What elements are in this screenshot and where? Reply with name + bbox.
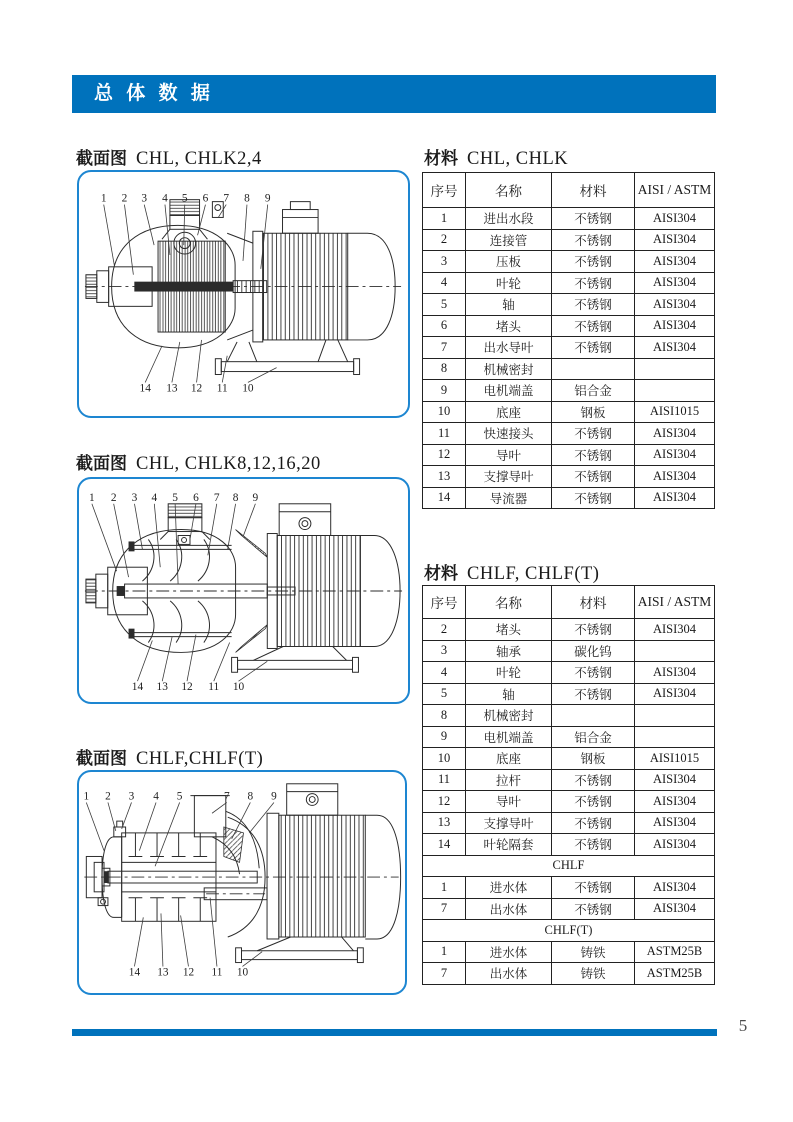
- page-number: 5: [738, 1016, 748, 1035]
- table-cell: 导流器: [466, 487, 552, 509]
- table-cell: 1: [423, 208, 466, 230]
- callout-number: 4: [153, 790, 159, 803]
- table-cell: [635, 640, 715, 662]
- table-cell: 3: [423, 251, 466, 273]
- table-cell: 叶轮: [466, 272, 552, 294]
- table-cell: 不锈钢: [552, 337, 635, 359]
- table-row: [423, 791, 715, 813]
- callout-number: 14: [139, 382, 151, 395]
- table-cell: 支撑导叶: [466, 466, 552, 488]
- table-cell: AISI304: [635, 769, 715, 791]
- table-cell: AISI304: [635, 487, 715, 509]
- callout-number: 3: [141, 192, 148, 205]
- callout-leader-line: [122, 802, 132, 829]
- callout-number: 5: [172, 491, 178, 504]
- section-title-diagram1: [76, 144, 262, 170]
- callout-number: 3: [131, 491, 138, 504]
- table-row: [423, 855, 715, 877]
- callout-leader-line: [239, 661, 268, 681]
- table-header-row: [423, 586, 715, 619]
- table-cell: 电机端盖: [466, 726, 552, 748]
- table-cell: AISI304: [635, 444, 715, 466]
- section-label: 截面图: [76, 749, 127, 768]
- table-cell: AISI304: [635, 898, 715, 920]
- table-row: [423, 769, 715, 791]
- section-model: CHLF,CHLF(T): [136, 749, 264, 769]
- table-cell: ASTM25B: [635, 941, 715, 963]
- table-header-row: [423, 173, 715, 208]
- table-cell: 7: [423, 963, 466, 985]
- table-cell: 拉杆: [466, 769, 552, 791]
- callout-number: 7: [213, 491, 220, 504]
- callout-number: 6: [202, 192, 209, 205]
- section-model: CHL, CHLK2,4: [136, 149, 262, 169]
- table-cell: AISI304: [635, 272, 715, 294]
- outlet-pipe: [194, 796, 225, 837]
- table-cell: 14: [423, 834, 466, 856]
- table-cell: 底座: [466, 401, 552, 423]
- callouts-bottom: [129, 898, 262, 979]
- table-cell: AISI304: [635, 683, 715, 705]
- callout-number: 10: [236, 966, 249, 979]
- pump-sectional-drawing: [79, 479, 408, 702]
- materials-table-chl-chlk: [422, 172, 715, 509]
- callout-leader-line: [212, 802, 227, 813]
- table-cell: 出水体: [466, 898, 552, 920]
- table-cell: [635, 705, 715, 727]
- table-cell: 10: [423, 401, 466, 423]
- table-cell: 5: [423, 683, 466, 705]
- table-cell: [552, 705, 635, 727]
- table-cell: 11: [423, 769, 466, 791]
- callout-leader-line: [218, 205, 226, 218]
- table-row: [423, 920, 715, 942]
- table-cell: AISI1015: [635, 401, 715, 423]
- diagram-box-chl-chlk8-20: [77, 477, 410, 704]
- table-cell: 不锈钢: [552, 619, 635, 641]
- callout-leader-line: [214, 643, 230, 682]
- callout-number: 13: [166, 382, 178, 395]
- motor-flange: [267, 813, 279, 939]
- inlet-thread: [86, 275, 97, 299]
- table-cell: AISI304: [635, 662, 715, 684]
- table-cell: AISI304: [635, 812, 715, 834]
- table-cell: 铝合金: [552, 726, 635, 748]
- table-cell: [635, 726, 715, 748]
- callout-leader-line: [86, 802, 104, 850]
- table-cell: 13: [423, 812, 466, 834]
- table-row: [423, 466, 715, 488]
- table-cell: 铝合金: [552, 380, 635, 402]
- bracket-cone: [236, 530, 268, 558]
- table-cell: 机械密封: [466, 705, 552, 727]
- section-title-table1: [424, 144, 568, 170]
- section-title-diagram3: [76, 744, 263, 770]
- callout-leader-line: [187, 635, 196, 682]
- callout-leader-line: [114, 504, 129, 577]
- table-row: [423, 423, 715, 445]
- table-cell: AISI304: [635, 423, 715, 445]
- table-cell: 快速接头: [466, 423, 552, 445]
- callout-number: 4: [151, 491, 158, 504]
- table-cell: 3: [423, 640, 466, 662]
- table-group-row: CHLF: [423, 855, 715, 877]
- section-label: 截面图: [76, 149, 127, 168]
- table-cell: 不锈钢: [552, 877, 635, 899]
- table-cell: 不锈钢: [552, 208, 635, 230]
- table-cell: 出水导叶: [466, 337, 552, 359]
- table-cell: 不锈钢: [552, 272, 635, 294]
- callout-number: 1: [100, 192, 107, 205]
- table-cell: 不锈钢: [552, 423, 635, 445]
- table-cell: AISI304: [635, 791, 715, 813]
- table-cell: 7: [423, 337, 466, 359]
- callout-number: 4: [162, 192, 168, 205]
- callout-leader-line: [249, 802, 274, 832]
- callout-leader-line: [104, 205, 115, 267]
- callout-number: 2: [110, 491, 117, 504]
- table-row: [423, 812, 715, 834]
- callout-number: 14: [128, 966, 141, 979]
- diagram-box-chl-chlk24: [77, 170, 410, 418]
- table-cell: AISI304: [635, 877, 715, 899]
- table-cell: 不锈钢: [552, 487, 635, 509]
- pump-sectional-drawing: [79, 172, 408, 416]
- table-row: [423, 898, 715, 920]
- callout-number: 12: [190, 382, 203, 395]
- table-cell: 不锈钢: [552, 229, 635, 251]
- callout-leader-line: [108, 802, 116, 830]
- callout-number: 11: [211, 966, 223, 979]
- column-header: AISI / ASTM: [635, 173, 715, 208]
- callout-number: 12: [181, 681, 193, 694]
- table-cell: 底座: [466, 748, 552, 770]
- outlet-nozzle: [168, 504, 202, 518]
- table-cell: 不锈钢: [552, 444, 635, 466]
- callout-number: 14: [131, 681, 144, 694]
- table-cell: 叶轮隔套: [466, 834, 552, 856]
- baseplate: [242, 951, 358, 960]
- table-row: [423, 294, 715, 316]
- table-cell: 4: [423, 272, 466, 294]
- table-cell: AISI304: [635, 208, 715, 230]
- section-model: CHL, CHLK8,12,16,20: [136, 454, 321, 474]
- column-header: 材料: [552, 586, 635, 619]
- callout-number: 11: [216, 382, 228, 395]
- table-cell: 钢板: [552, 401, 635, 423]
- table-row: [423, 748, 715, 770]
- table-cell: 铸铁: [552, 941, 635, 963]
- callout-number: 9: [271, 790, 277, 803]
- table-cell: 铸铁: [552, 963, 635, 985]
- callout-number: 10: [242, 382, 254, 395]
- table-cell: 连接管: [466, 229, 552, 251]
- table-row: [423, 272, 715, 294]
- table-cell: 13: [423, 466, 466, 488]
- table-cell: 2: [423, 619, 466, 641]
- table-row: [423, 705, 715, 727]
- table-cell: 堵头: [466, 315, 552, 337]
- table-cell: 支撑导叶: [466, 812, 552, 834]
- table-cell: 12: [423, 444, 466, 466]
- table-cell: 轴: [466, 294, 552, 316]
- table-row: [423, 401, 715, 423]
- table-row: [423, 358, 715, 380]
- callout-number: 9: [264, 192, 271, 205]
- table-cell: 钢板: [552, 748, 635, 770]
- callout-leader-line: [145, 346, 162, 383]
- table-cell: 碳化钨: [552, 640, 635, 662]
- table-cell: 进水体: [466, 877, 552, 899]
- callout-leader-line: [228, 504, 236, 550]
- table-cell: 轴: [466, 683, 552, 705]
- table-row: [423, 662, 715, 684]
- section-title-diagram2: [76, 449, 321, 475]
- table-cell: 1: [423, 941, 466, 963]
- motor-body: [277, 536, 360, 647]
- callout-number: 12: [182, 966, 195, 979]
- table-cell: 6: [423, 315, 466, 337]
- table-cell: 1: [423, 877, 466, 899]
- callout-leader-line: [222, 356, 227, 383]
- column-header: 序号: [423, 586, 466, 619]
- footer-bar: [72, 1029, 717, 1036]
- table-cell: AISI304: [635, 337, 715, 359]
- table-cell: 电机端盖: [466, 380, 552, 402]
- table-row: [423, 251, 715, 273]
- callout-leader-line: [248, 368, 277, 383]
- terminal-box: [287, 784, 338, 815]
- table-cell: AISI304: [635, 229, 715, 251]
- callout-number: 2: [121, 192, 128, 205]
- motor-body: [263, 233, 348, 340]
- table-cell: AISI304: [635, 251, 715, 273]
- table-row: [423, 683, 715, 705]
- callout-number: 7: [223, 790, 230, 803]
- callout-leader-line: [134, 917, 143, 966]
- table-cell: 不锈钢: [552, 662, 635, 684]
- table-cell: 不锈钢: [552, 769, 635, 791]
- callout-number: 8: [247, 790, 254, 803]
- table-cell: 7: [423, 898, 466, 920]
- table-row: [423, 619, 715, 641]
- callout-leader-line: [181, 915, 189, 966]
- shaft: [134, 282, 233, 292]
- table-row: [423, 941, 715, 963]
- page-title: 总 体 数 据: [94, 83, 214, 104]
- table-cell: AISI304: [635, 619, 715, 641]
- column-header: 名称: [466, 586, 552, 619]
- diagram-box-chlf: [77, 770, 407, 995]
- table-cell: 机械密封: [466, 358, 552, 380]
- pump-drawing: [85, 200, 401, 375]
- table-cell: 不锈钢: [552, 834, 635, 856]
- table-cell: 12: [423, 791, 466, 813]
- table-row: [423, 208, 715, 230]
- callout-number: 2: [105, 790, 111, 803]
- table-cell: 2: [423, 229, 466, 251]
- table-cell: 10: [423, 748, 466, 770]
- table-cell: 压板: [466, 251, 552, 273]
- baseplate: [238, 660, 353, 669]
- table-cell: 9: [423, 726, 466, 748]
- table-cell: 堵头: [466, 619, 552, 641]
- table-row: [423, 315, 715, 337]
- table-row: [423, 229, 715, 251]
- table-cell: 8: [423, 705, 466, 727]
- table-cell: 不锈钢: [552, 251, 635, 273]
- table-cell: 不锈钢: [552, 791, 635, 813]
- table-cell: 9: [423, 380, 466, 402]
- table-row: [423, 877, 715, 899]
- callout-number: 1: [89, 491, 95, 504]
- table-cell: 导叶: [466, 444, 552, 466]
- callout-leader-line: [243, 205, 247, 261]
- materials-table: [422, 585, 715, 985]
- header-bar: [72, 75, 716, 113]
- callout-leader-line: [137, 641, 152, 682]
- table-row: [423, 726, 715, 748]
- section-label: 材料: [424, 149, 458, 168]
- table-cell: 不锈钢: [552, 812, 635, 834]
- callout-leader-line: [154, 504, 160, 567]
- table-cell: 11: [423, 423, 466, 445]
- table-row: [423, 444, 715, 466]
- callout-leader-line: [92, 504, 117, 571]
- table-row: [423, 337, 715, 359]
- callouts-bottom: [140, 340, 277, 394]
- table-group-row: CHLF(T): [423, 920, 715, 942]
- table-row: [423, 640, 715, 662]
- callout-number: 3: [128, 790, 135, 803]
- table-cell: AISI304: [635, 315, 715, 337]
- table-cell: 导叶: [466, 791, 552, 813]
- table-cell: 14: [423, 487, 466, 509]
- callout-leader-line: [139, 802, 156, 850]
- table-cell: [635, 358, 715, 380]
- table-cell: AISI304: [635, 294, 715, 316]
- callout-number: 6: [193, 491, 199, 504]
- column-header: 名称: [466, 173, 552, 208]
- table-cell: 进水体: [466, 941, 552, 963]
- section-label: 材料: [424, 564, 458, 583]
- table-cell: 不锈钢: [552, 466, 635, 488]
- table-cell: 不锈钢: [552, 294, 635, 316]
- section-model: CHL, CHLK: [467, 149, 569, 169]
- baseplate: [221, 362, 353, 372]
- callout-leader-line: [244, 504, 256, 536]
- table-cell: 5: [423, 294, 466, 316]
- table-cell: 8: [423, 358, 466, 380]
- table-cell: AISI1015: [635, 748, 715, 770]
- table-row: [423, 380, 715, 402]
- materials-table: [422, 172, 715, 509]
- table-cell: [635, 380, 715, 402]
- table-row: [423, 487, 715, 509]
- callout-leader-line: [208, 504, 217, 556]
- callout-number: 11: [208, 681, 220, 694]
- table-row: [423, 963, 715, 985]
- callout-leader-line: [144, 205, 154, 246]
- table-cell: AISI304: [635, 466, 715, 488]
- callout-number: 1: [83, 790, 90, 803]
- table-cell: 不锈钢: [552, 683, 635, 705]
- callout-number: 7: [223, 192, 230, 205]
- callout-number: 13: [157, 966, 169, 979]
- table-cell: [552, 358, 635, 380]
- callout-number: 10: [232, 681, 245, 694]
- callout-number: 8: [244, 192, 250, 205]
- callout-number: 13: [156, 681, 168, 694]
- table-cell: ASTM25B: [635, 963, 715, 985]
- column-header: AISI / ASTM: [635, 586, 715, 619]
- table-cell: 叶轮: [466, 662, 552, 684]
- pump-drawing: [84, 784, 400, 963]
- table-cell: 进出水段: [466, 208, 552, 230]
- table-cell: 不锈钢: [552, 315, 635, 337]
- table-cell: 出水体: [466, 963, 552, 985]
- section-title-table2: [424, 559, 599, 585]
- column-header: 材料: [552, 173, 635, 208]
- pump-drawing: [85, 504, 402, 672]
- inlet-thread: [86, 579, 96, 603]
- section-label: 截面图: [76, 454, 127, 473]
- materials-table-chlf: [422, 585, 715, 985]
- table-cell: 轴承: [466, 640, 552, 662]
- table-cell: 4: [423, 662, 466, 684]
- table-row: [423, 834, 715, 856]
- motor-body: [279, 815, 365, 937]
- table-cell: AISI304: [635, 834, 715, 856]
- pump-sectional-drawing: [79, 772, 405, 993]
- callout-number: 5: [176, 790, 183, 803]
- section-model: CHLF, CHLF(T): [467, 564, 600, 584]
- callout-number: 9: [252, 491, 259, 504]
- column-header: 序号: [423, 173, 466, 208]
- table-cell: 不锈钢: [552, 898, 635, 920]
- terminal-box: [279, 504, 331, 536]
- callout-number: 8: [232, 491, 239, 504]
- callout-number: 5: [181, 192, 188, 205]
- terminal-box: [283, 210, 319, 234]
- callout-leader-line: [162, 637, 172, 682]
